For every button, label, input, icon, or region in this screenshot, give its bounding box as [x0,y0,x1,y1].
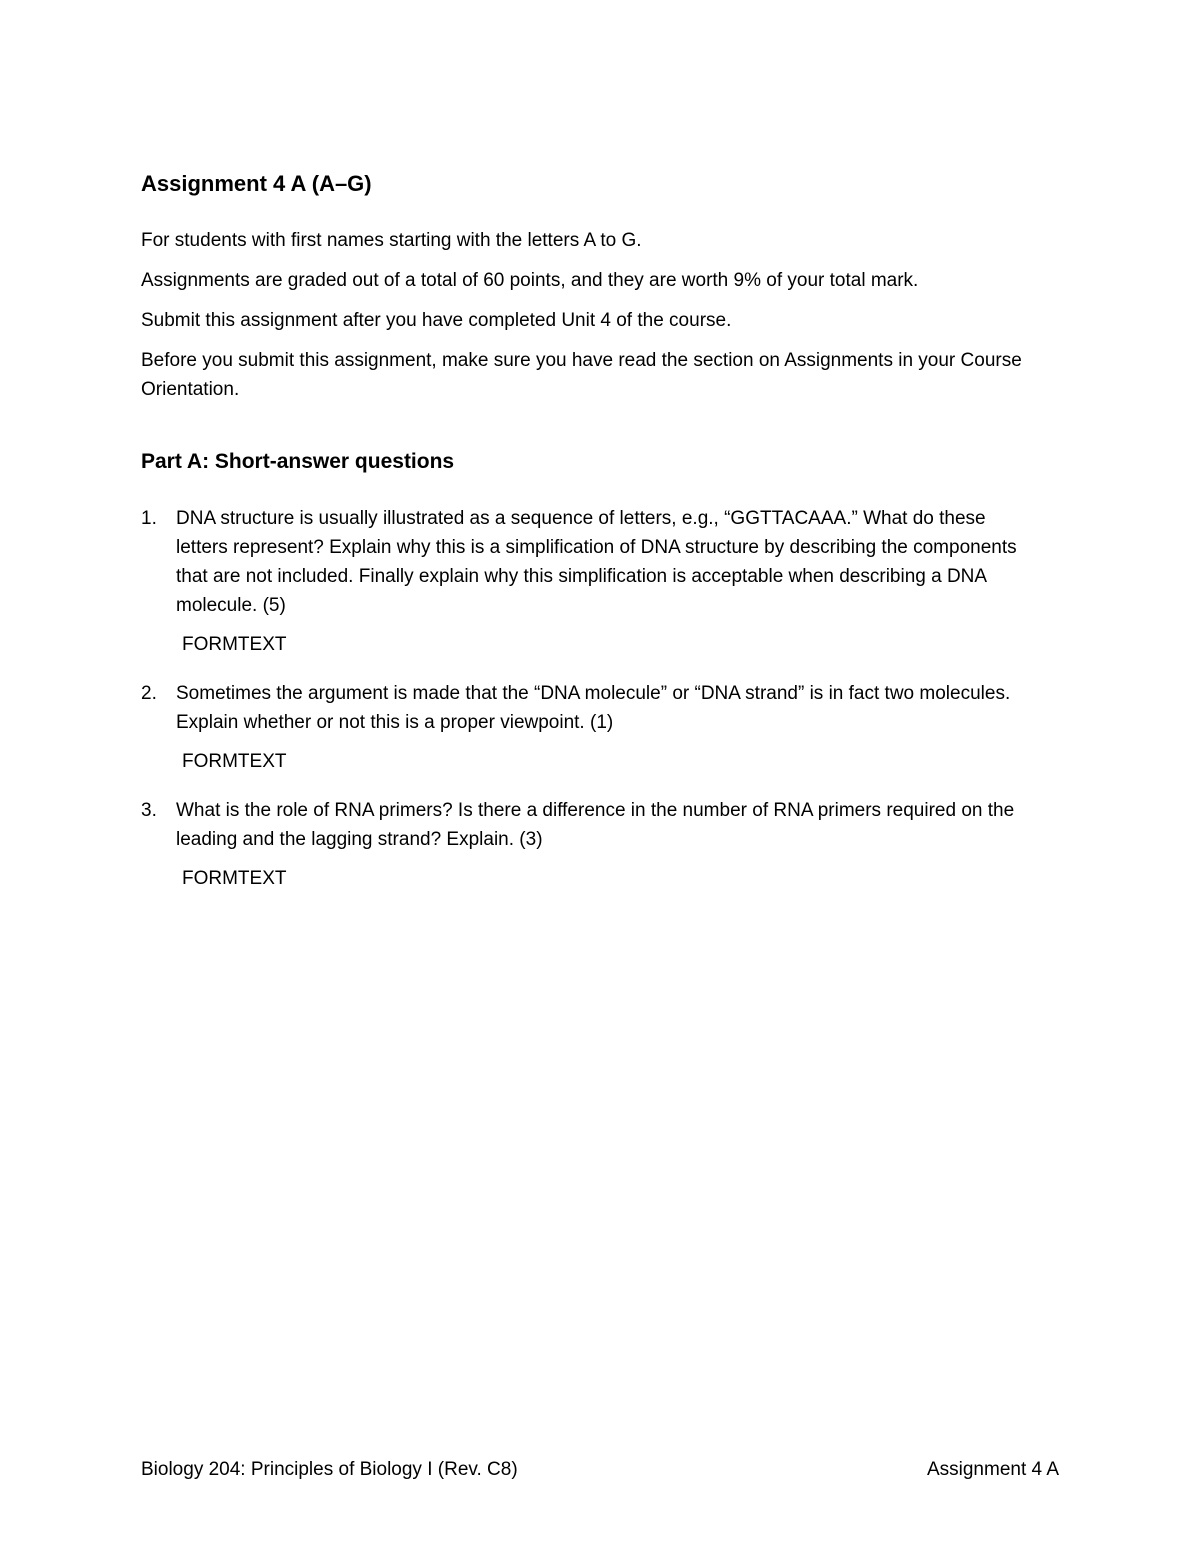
question-text: What is the role of RNA primers? Is there a difference in the number of RNA primers required on the leading and the lagging strand? Explain. (3) [176,800,1015,850]
footer-assignment-label: Assignment 4 A [926,1459,1059,1480]
intro-paragraph: Before you submit this assignment, make sure you have read the section on Assignments in your Course Orientation. [141,350,1022,400]
page-footer [141,1455,1059,1484]
section-title: Part A: Short-answer questions [141,450,455,473]
intro-paragraph: For students with first names starting with the letters A to G. [141,230,642,251]
question-item [141,679,1041,776]
question-number: 2. [141,683,157,704]
question-number: 1. [141,508,157,529]
answer-form-field[interactable]: FORMTEXT [182,751,287,772]
question-list [141,504,1041,893]
question-item [141,796,1041,893]
intro-paragraph: Assignments are graded out of a total of 60 points, and they are worth 9% of your total mark. [141,270,919,291]
question-number: 3. [141,800,157,821]
question-text: DNA structure is usually illustrated as a sequence of letters, e.g., “GGTTACAAA.” What do these letters represent? Explain why this is a simplification of DNA structure by describing the components that are not included. Finally explain why this simplification is acceptable when describing a DNA molecule. (5) [176,508,1017,616]
question-text: Sometimes the argument is made that the “DNA molecule” or “DNA strand” is in fact two molecules. Explain whether or not this is a proper viewpoint. (1) [176,683,1011,733]
question-item [141,504,1041,659]
answer-form-field[interactable]: FORMTEXT [182,868,287,889]
document-title: Assignment 4 A (A–G) [141,171,372,196]
footer-course-title: Biology 204: Principles of Biology I (Rev. C8) [141,1459,518,1480]
document-body [141,168,1041,913]
intro-paragraph: Submit this assignment after you have completed Unit 4 of the course. [141,310,732,331]
answer-form-field[interactable]: FORMTEXT [182,634,287,655]
